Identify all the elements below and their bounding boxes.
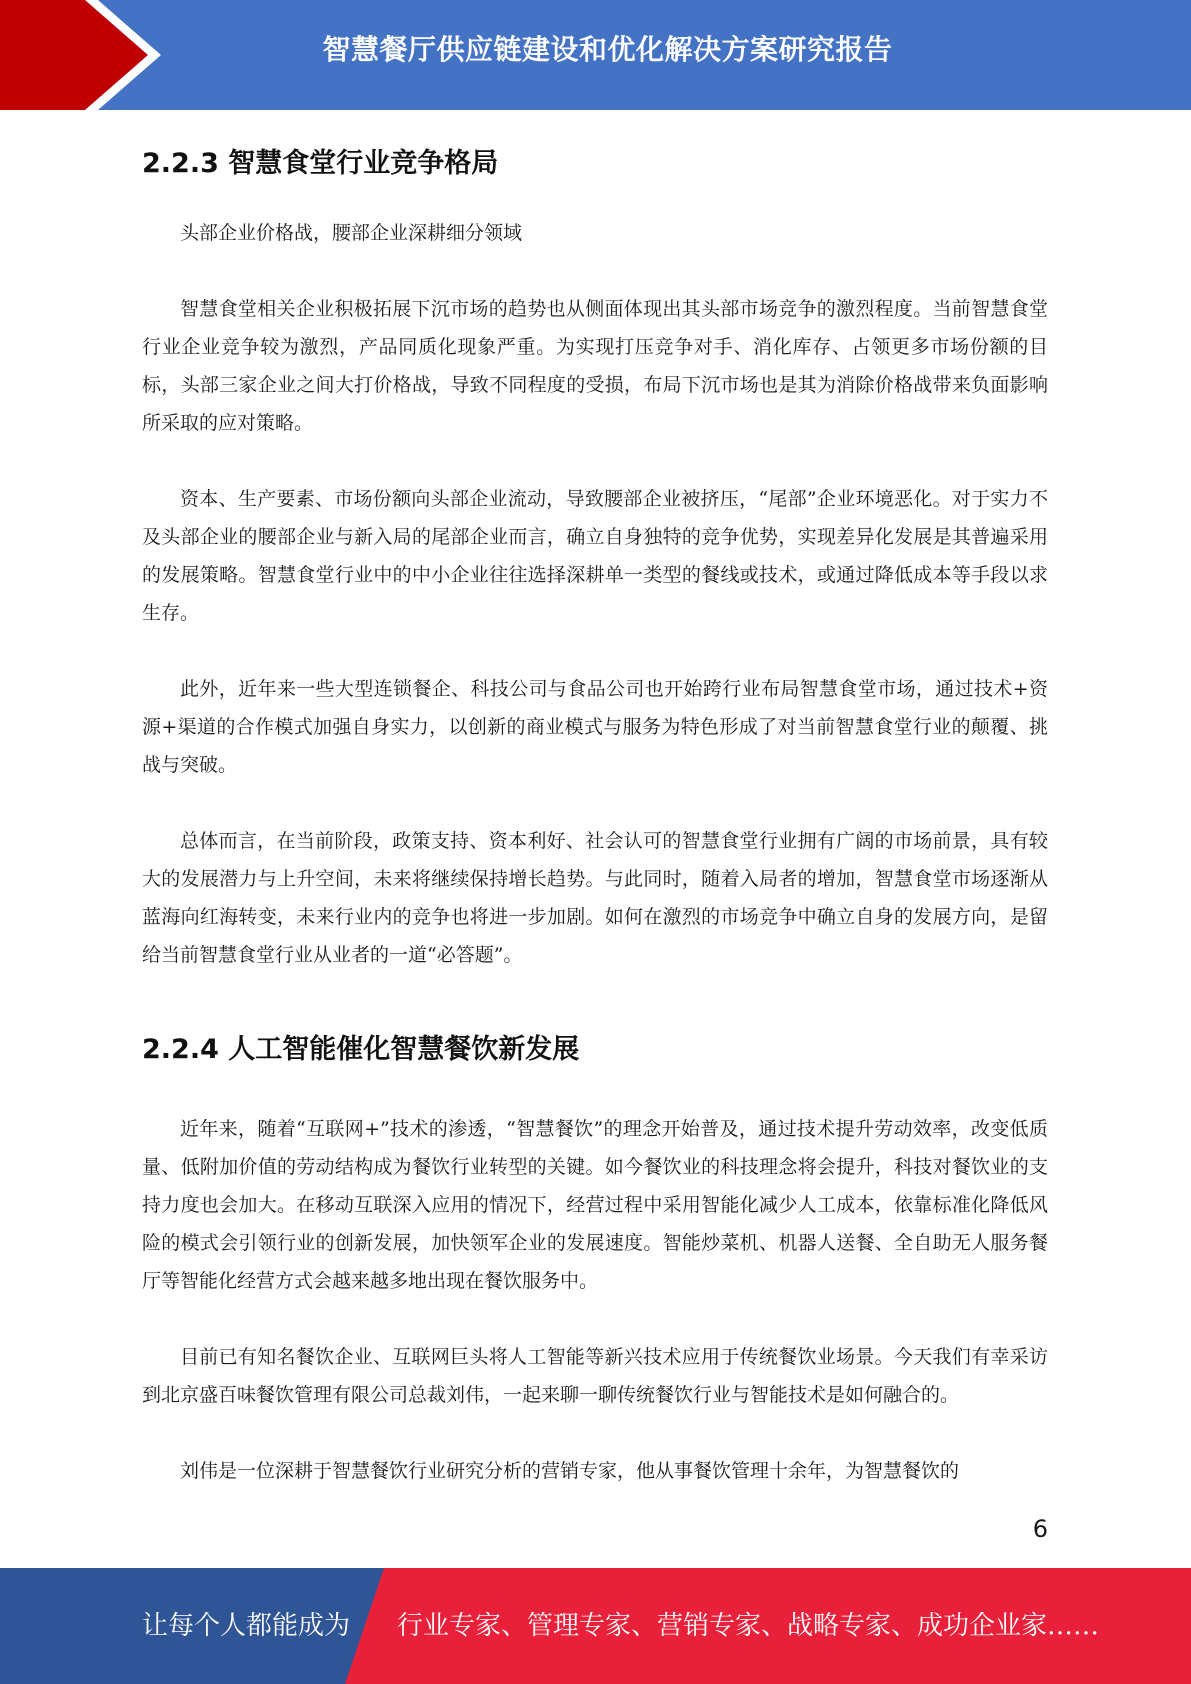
paragraph: 此外，近年来一些大型连锁餐企、科技公司与食品公司也开始跨行业布局智慧食堂市场，通过技术+资源+渠道的合作模式加强自身实力，以创新的商业模式与服务为特色形成了对当前智慧食堂行业的颠覆、挑战与突破。	[142, 678, 1048, 776]
paragraph: 资本、生产要素、市场份额向头部企业流动，导致腰部企业被挤压，“尾部”企业环境恶化。对于实力不及头部企业的腰部企业与新入局的尾部企业而言，确立自身独特的竞争优势，实现差异化发展是其普遍采用的发展策略。智慧食堂行业中的中小企业往往选择深耕单一类型的餐线或技术，或通过降低成本等手段以求生存。	[142, 488, 1048, 624]
document-body	[142, 118, 1048, 1490]
paragraph: 总体而言，在当前阶段，政策支持、资本利好、社会认可的智慧食堂行业拥有广阔的市场前景，具有较大的发展潜力与上升空间，未来将继续保持增长趋势。与此同时，随着入局者的增加，智慧食堂市场逐渐从蓝海向红海转变，未来行业内的竞争也将进一步加剧。如何在激烈的市场竞争中确立自身的发展方向，是留给当前智慧食堂行业从业者的一道“必答题”。	[142, 830, 1048, 966]
paragraph: 目前已有知名餐饮企业、互联网巨头将人工智能等新兴技术应用于传统餐饮业场景。今天我们有幸采访到北京盛百味餐饮管理有限公司总裁刘伟，一起来聊一聊传统餐饮行业与智能技术是如何融合的。	[142, 1346, 1048, 1406]
paragraph: 刘伟是一位深耕于智慧餐饮行业研究分析的营销专家，他从事餐饮管理十余年，为智慧餐饮的	[180, 1460, 960, 1482]
footer-slogan-right: 行业专家、管理专家、营销专家、战略专家、成功企业家……	[397, 1611, 1100, 1641]
report-title: 智慧餐厅供应链建设和优化解决方案研究报告	[322, 33, 893, 66]
section-heading-2-2-4: 2.2.4 人工智能催化智慧餐饮新发展	[142, 1034, 580, 1065]
section-heading-2-2-3: 2.2.3 智慧食堂行业竞争格局	[142, 148, 499, 179]
paragraph: 智慧食堂相关企业积极拓展下沉市场的趋势也从侧面体现出其头部市场竞争的激烈程度。当前智慧食堂行业企业竞争较为激烈，产品同质化现象严重。为实现打压竞争对手、消化库存、占领更多市场份额的目标，头部三家企业之间大打价格战，导致不同程度的受损，布局下沉市场也是其为消除价格战带来负面影响所采取的应对策略。	[142, 298, 1048, 434]
page-number: 6	[1032, 1515, 1048, 1543]
header-banner	[0, 0, 1191, 110]
paragraph: 近年来，随着“互联网+”技术的渗透，“智慧餐饮”的理念开始普及，通过技术提升劳动效率，改变低质量、低附加价值的劳动结构成为餐饮行业转型的关键。如今餐饮业的科技理念将会提升，科技对餐饮业的支持力度也会加大。在移动互联深入应用的情况下，经营过程中采用智能化减少人工成本，依靠标准化降低风险的模式会引领行业的创新发展，加快领军企业的发展速度。智能炒菜机、机器人送餐、全自助无人服务餐厅等智能化经营方式会越来越多地出现在餐饮服务中。	[142, 1118, 1048, 1292]
footer-slogan-left: 让每个人都能成为	[142, 1611, 351, 1641]
section-lead-text: 头部企业价格战，腰部企业深耕细分领域	[180, 222, 523, 244]
footer-banner	[0, 1568, 1191, 1684]
